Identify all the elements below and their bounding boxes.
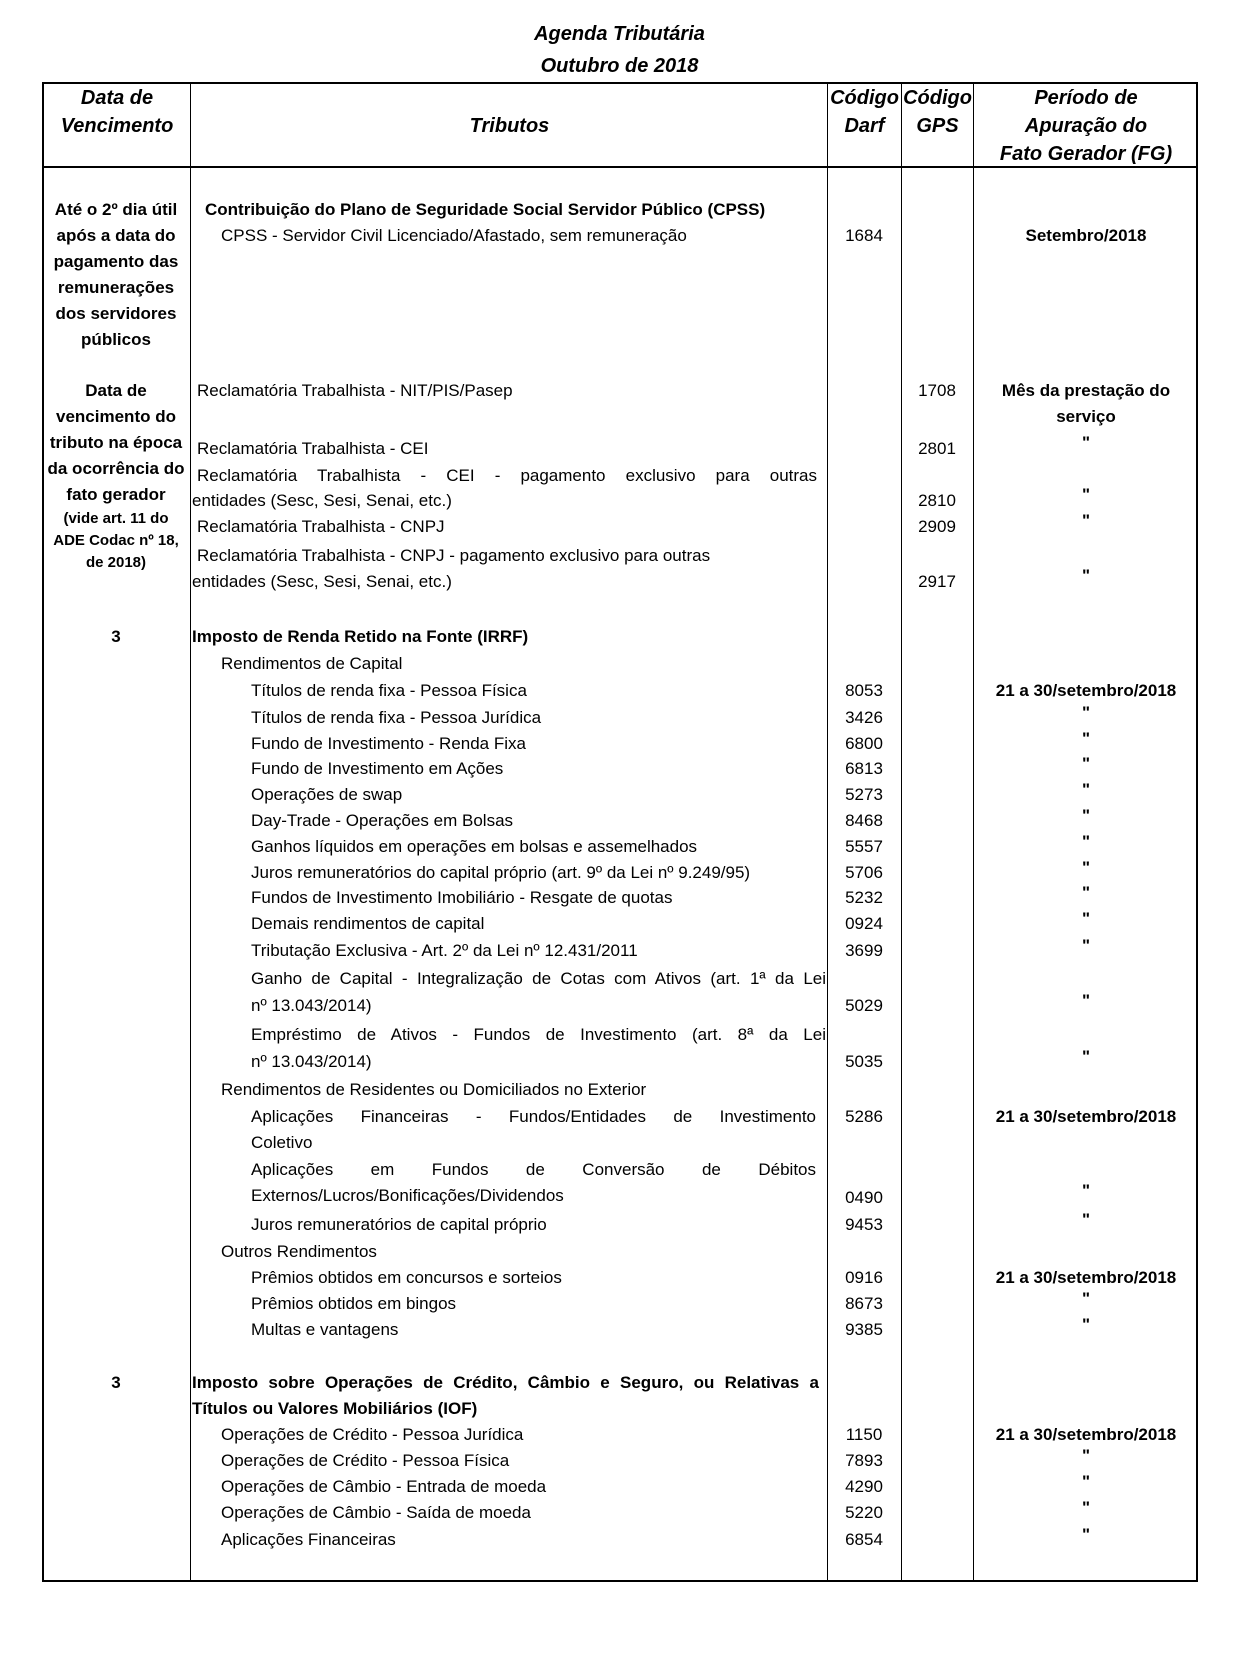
ditto-mark: " xyxy=(1081,832,1091,851)
tax-item: Day-Trade - Operações em Bolsas xyxy=(251,811,514,830)
tax-item-continued: Coletivo xyxy=(251,1133,313,1152)
date-line: da ocorrência do xyxy=(47,459,185,478)
gps-code: 2917 xyxy=(918,572,956,591)
darf-code: 6854 xyxy=(845,1530,883,1549)
period: Setembro/2018 xyxy=(1025,226,1147,245)
darf-code: 6800 xyxy=(845,734,883,753)
ditto-mark: " xyxy=(1081,485,1091,504)
ditto-mark: " xyxy=(1081,806,1091,825)
tax-item: Ganhos líquidos em operações em bolsas e assemelhados xyxy=(251,837,698,856)
due-date-reclamatoria xyxy=(44,378,188,574)
header-text: Código xyxy=(830,87,899,109)
date-line: pagamento das xyxy=(53,252,179,271)
due-date-cpss xyxy=(44,197,188,353)
tax-item: Demais rendimentos de capital xyxy=(251,914,485,933)
header-text: Apuração do xyxy=(1024,115,1148,137)
tax-item: Fundos de Investimento Imobiliário - Resgate de quotas xyxy=(251,888,673,907)
ditto-mark: " xyxy=(1081,1289,1091,1308)
date-line: tributo na época xyxy=(49,433,183,452)
section-heading-iof-continued: Títulos ou Valores Mobiliários (IOF) xyxy=(192,1399,478,1418)
tax-item: Juros remuneratórios de capital próprio xyxy=(251,1215,547,1234)
ditto-mark: " xyxy=(1081,566,1091,585)
ditto-mark: " xyxy=(1081,909,1091,928)
header-text: Período de xyxy=(1034,87,1138,109)
period: 21 a 30/setembro/2018 xyxy=(995,1107,1177,1126)
date-line: Até o 2º dia útil xyxy=(54,200,178,219)
tax-item: Reclamatória Trabalhista - CNPJ xyxy=(197,517,445,536)
darf-code: 7893 xyxy=(845,1451,883,1470)
tax-item: Reclamatória Trabalhista - CNPJ - pagamento exclusivo para outras xyxy=(197,546,711,565)
darf-code: 0490 xyxy=(845,1188,883,1207)
period-line: Mês da prestação do xyxy=(1001,381,1171,400)
darf-code: 5557 xyxy=(845,837,883,856)
tax-item-continued: entidades (Sesc, Sesi, Senai, etc.) xyxy=(192,572,452,591)
ditto-mark: " xyxy=(1081,1498,1091,1517)
date-line: de 2018) xyxy=(85,554,147,571)
ditto-mark: " xyxy=(1081,1472,1091,1491)
header-tributos: Tributos xyxy=(469,115,550,137)
darf-code: 3426 xyxy=(845,708,883,727)
period: 21 a 30/setembro/2018 xyxy=(995,1268,1177,1287)
darf-code: 5706 xyxy=(845,863,883,882)
ditto-mark: " xyxy=(1081,991,1091,1010)
tax-item: Fundo de Investimento em Ações xyxy=(251,759,504,778)
darf-code: 1150 xyxy=(845,1425,883,1444)
tax-item: CPSS - Servidor Civil Licenciado/Afastado, sem remuneração xyxy=(221,226,687,245)
darf-code: 8468 xyxy=(845,811,883,830)
darf-code: 9385 xyxy=(845,1320,883,1339)
header-codigo-darf xyxy=(828,84,901,140)
period xyxy=(974,378,1198,430)
tax-item: Multas e vantagens xyxy=(251,1320,399,1339)
tax-item-continued: nº 13.043/2014) xyxy=(251,996,372,1015)
ditto-mark: " xyxy=(1081,754,1091,773)
tax-item: Títulos de renda fixa - Pessoa Física xyxy=(251,681,527,700)
ditto-mark: " xyxy=(1081,433,1091,452)
header-text: Darf xyxy=(844,115,885,137)
header-codigo-gps xyxy=(902,84,973,140)
ditto-mark: " xyxy=(1081,858,1091,877)
tax-item: Operações de swap xyxy=(251,785,403,804)
darf-code: 6813 xyxy=(845,759,883,778)
darf-code: 8673 xyxy=(845,1294,883,1313)
tax-item: Reclamatória Trabalhista - CEI xyxy=(197,439,429,458)
date-line: fato gerador xyxy=(66,485,166,504)
ditto-mark: " xyxy=(1081,1181,1091,1200)
ditto-mark: " xyxy=(1081,1446,1091,1465)
darf-code: 5029 xyxy=(845,996,883,1015)
column-divider xyxy=(901,82,902,1582)
ditto-mark: " xyxy=(1081,780,1091,799)
tax-item: Aplicações Financeiras - Fundos/Entidades de Investimento xyxy=(251,1107,816,1126)
section-heading-iof: Imposto sobre Operações de Crédito, Câmbio e Seguro, ou Relativas a xyxy=(192,1373,819,1392)
due-date-irrf: 3 xyxy=(111,627,121,646)
gps-code: 2810 xyxy=(918,491,956,510)
date-line: públicos xyxy=(81,330,151,349)
date-line: dos servidores xyxy=(55,304,177,323)
ditto-mark: " xyxy=(1081,1315,1091,1334)
darf-code: 5286 xyxy=(845,1107,883,1126)
darf-code: 1684 xyxy=(845,226,883,245)
tax-item: Aplicações Financeiras xyxy=(221,1530,396,1549)
darf-code: 5273 xyxy=(845,785,883,804)
period-line: serviço xyxy=(1056,407,1116,426)
tax-item: Operações de Câmbio - Saída de moeda xyxy=(221,1503,531,1522)
tax-item: Reclamatória Trabalhista - CEI - pagamento exclusivo para outras xyxy=(197,466,817,485)
darf-code: 0924 xyxy=(845,914,883,933)
darf-code: 9453 xyxy=(845,1215,883,1234)
subsection-heading: Outros Rendimentos xyxy=(221,1242,377,1261)
period: 21 a 30/setembro/2018 xyxy=(995,681,1177,700)
tax-item: Reclamatória Trabalhista - NIT/PIS/Pasep xyxy=(197,381,513,400)
tax-item-continued: nº 13.043/2014) xyxy=(251,1052,372,1071)
darf-code: 5220 xyxy=(845,1503,883,1522)
ditto-mark: " xyxy=(1081,511,1091,530)
date-line: (vide art. 11 do xyxy=(63,510,169,527)
date-line: ADE Codac nº 18, xyxy=(53,532,179,549)
header-text: Fato Gerador (FG) xyxy=(999,143,1173,165)
darf-code: 0916 xyxy=(845,1268,883,1287)
ditto-mark: " xyxy=(1081,1047,1091,1066)
darf-code: 3699 xyxy=(845,941,883,960)
tax-item: Ganho de Capital - Integralização de Cotas com Ativos (art. 1ª da Lei xyxy=(251,969,826,988)
darf-code: 5232 xyxy=(845,888,883,907)
tax-item: Operações de Câmbio - Entrada de moeda xyxy=(221,1477,547,1496)
gps-code: 2909 xyxy=(918,517,956,536)
header-text: GPS xyxy=(916,115,959,137)
tax-item: Operações de Crédito - Pessoa Física xyxy=(221,1451,510,1470)
tax-item: Títulos de renda fixa - Pessoa Jurídica xyxy=(251,708,542,727)
subsection-heading: Rendimentos de Capital xyxy=(221,654,403,673)
tax-item: Prêmios obtidos em bingos xyxy=(251,1294,457,1313)
gps-code: 1708 xyxy=(918,381,956,400)
page-title: Agenda Tributária xyxy=(534,23,705,45)
ditto-mark: " xyxy=(1081,936,1091,955)
ditto-mark: " xyxy=(1081,1525,1091,1544)
date-line: após a data do xyxy=(56,226,176,245)
gps-code: 2801 xyxy=(918,439,956,458)
tax-item: Fundo de Investimento - Renda Fixa xyxy=(251,734,526,753)
ditto-mark: " xyxy=(1081,729,1091,748)
darf-code: 5035 xyxy=(845,1052,883,1071)
section-heading-cpss: Contribuição do Plano de Seguridade Social Servidor Público (CPSS) xyxy=(205,200,766,219)
tax-item: Tributação Exclusiva - Art. 2º da Lei nº 12.431/2011 xyxy=(251,941,638,960)
header-periodo xyxy=(974,84,1198,168)
header-data-vencimento xyxy=(44,84,190,140)
ditto-mark: " xyxy=(1081,883,1091,902)
column-divider xyxy=(190,82,191,1582)
period: 21 a 30/setembro/2018 xyxy=(995,1425,1177,1444)
tax-item-continued: entidades (Sesc, Sesi, Senai, etc.) xyxy=(192,491,452,510)
date-line: Data de xyxy=(85,381,147,400)
ditto-mark: " xyxy=(1081,1210,1091,1229)
tax-item: Prêmios obtidos em concursos e sorteios xyxy=(251,1268,562,1287)
section-heading-irrf: Imposto de Renda Retido na Fonte (IRRF) xyxy=(192,627,529,646)
darf-code: 8053 xyxy=(845,681,883,700)
subsection-heading: Rendimentos de Residentes ou Domiciliados no Exterior xyxy=(221,1080,647,1099)
date-line: vencimento do xyxy=(56,407,176,426)
tax-item: Operações de Crédito - Pessoa Jurídica xyxy=(221,1425,524,1444)
darf-code: 4290 xyxy=(845,1477,883,1496)
ditto-mark: " xyxy=(1081,703,1091,722)
header-text: Código xyxy=(903,87,972,109)
page-subtitle: Outubro de 2018 xyxy=(540,55,699,77)
tax-item: Juros remuneratórios do capital próprio (art. 9º da Lei nº 9.249/95) xyxy=(251,863,751,882)
header-text: Data de xyxy=(80,87,154,109)
header-text: Vencimento xyxy=(60,115,174,137)
tax-item: Empréstimo de Ativos - Fundos de Investimento (art. 8ª da Lei xyxy=(251,1025,826,1044)
tax-item-continued: Externos/Lucros/Bonificações/Dividendos xyxy=(251,1186,564,1205)
date-line: remunerações xyxy=(57,278,175,297)
tax-item: Aplicações em Fundos de Conversão de Débitos xyxy=(251,1160,816,1179)
due-date-iof: 3 xyxy=(111,1373,121,1392)
